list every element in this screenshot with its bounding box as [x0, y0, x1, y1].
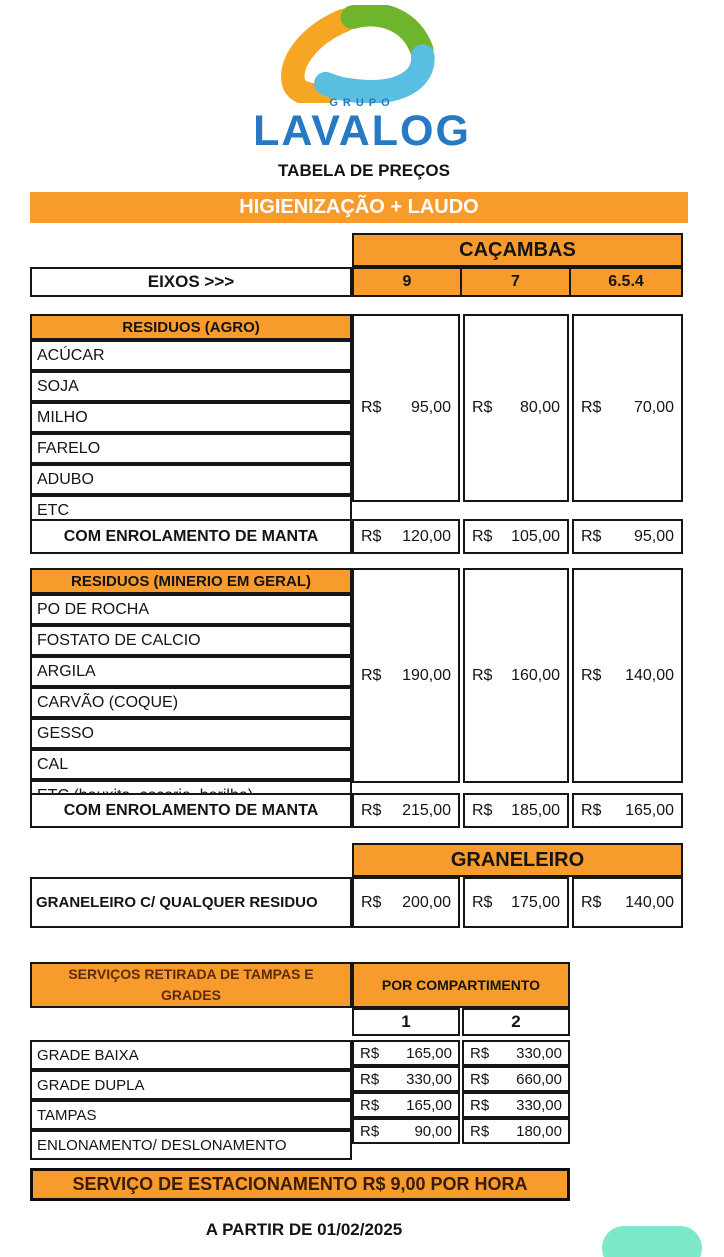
compartimento-header: POR COMPARTIMENTO — [352, 962, 570, 1008]
graneleiro-row-label: GRANELEIRO C/ QUALQUER RESIDUO — [30, 877, 352, 928]
minerio-header: RESIDUOS (MINERIO EM GERAL) — [30, 568, 352, 594]
graneleiro-header: GRANELEIRO — [352, 843, 683, 877]
page-title: TABELA DE PREÇOS — [278, 161, 450, 180]
table-row: CAL — [30, 749, 352, 780]
tampas-price-cell: R$ 330,00 — [462, 1092, 570, 1118]
table-row: MILHO — [30, 402, 352, 433]
tampas-price-cell: R$ 330,00 — [462, 1040, 570, 1066]
eixos-col-7: 7 — [460, 269, 569, 295]
eixos-columns-row — [352, 267, 683, 297]
agro-manta-price-7: R$ 105,00 — [463, 519, 569, 554]
table-row: TAMPAS — [30, 1100, 352, 1130]
tampas-price-cell: R$ 165,00 — [352, 1040, 460, 1066]
minerio-manta-price-7: R$ 185,00 — [463, 793, 569, 828]
tampas-price-cell: R$ 165,00 — [352, 1092, 460, 1118]
agro-price-654: R$ 70,00 — [572, 314, 683, 502]
table-row: ETC — [30, 495, 352, 526]
compartimento-col-2: 2 — [462, 1008, 570, 1036]
agro-manta-label: COM ENROLAMENTO DE MANTA — [30, 519, 352, 554]
tampas-labels-column — [30, 1040, 352, 1160]
lavalog-logo-icon — [258, 5, 463, 103]
table-row: ADUBO — [30, 464, 352, 495]
agro-price-7: R$ 80,00 — [463, 314, 569, 502]
minerio-manta-price-9: R$ 215,00 — [352, 793, 460, 828]
compartimento-col-1: 1 — [352, 1008, 460, 1036]
estacionamento-banner: SERVIÇO DE ESTACIONAMENTO R$ 9,00 POR HORA — [30, 1168, 570, 1201]
minerio-manta-label: COM ENROLAMENTO DE MANTA — [30, 793, 352, 828]
table-row: GRADE DUPLA — [30, 1070, 352, 1100]
agro-items-column — [30, 340, 352, 526]
table-row: PO DE ROCHA — [30, 594, 352, 625]
cacambas-header: CAÇAMBAS — [352, 233, 683, 267]
floating-action-button[interactable] — [602, 1226, 702, 1257]
table-row: ARGILA — [30, 656, 352, 687]
table-row: GESSO — [30, 718, 352, 749]
tampas-price-cell: R$ 90,00 — [352, 1118, 460, 1144]
eixos-label: EIXOS >>> — [30, 267, 352, 297]
effective-date: A PARTIR DE 01/02/2025 — [205, 1220, 403, 1239]
table-row: FOSTATO DE CALCIO — [30, 625, 352, 656]
eixos-col-9: 9 — [402, 273, 412, 290]
minerio-price-7: R$ 160,00 — [463, 568, 569, 783]
minerio-items-column — [30, 594, 352, 811]
table-row: FARELO — [30, 433, 352, 464]
tampas-header: SERVIÇOS RETIRADA DE TAMPAS E GRADES — [30, 962, 352, 1008]
minerio-manta-price-654: R$ 165,00 — [572, 793, 683, 828]
agro-manta-price-654: R$ 95,00 — [572, 519, 683, 554]
tampas-price-cell: R$ 180,00 — [462, 1118, 570, 1144]
minerio-price-654: R$ 140,00 — [572, 568, 683, 783]
logo-grupo-text: GRUPO — [329, 97, 395, 109]
eixos-col-654: 6.5.4 — [569, 269, 681, 295]
graneleiro-price-9: R$ 200,00 — [352, 877, 460, 928]
table-row: GRADE BAIXA — [30, 1040, 352, 1070]
agro-price-9: R$ 95,00 — [352, 314, 460, 502]
table-row: ENLONAMENTO/ DESLONAMENTO — [30, 1130, 352, 1160]
table-row: CARVÃO (COQUE) — [30, 687, 352, 718]
agro-header: RESIDUOS (AGRO) — [30, 314, 352, 340]
logo-name-text: LAVALOG — [253, 107, 471, 155]
minerio-price-9: R$ 190,00 — [352, 568, 460, 783]
agro-manta-price-9: R$ 120,00 — [352, 519, 460, 554]
tampas-price-cell: R$ 660,00 — [462, 1066, 570, 1092]
table-row: SOJA — [30, 371, 352, 402]
tampas-price-cell: R$ 330,00 — [352, 1066, 460, 1092]
graneleiro-price-654: R$ 140,00 — [572, 877, 683, 928]
higienizacao-banner: HIGIENIZAÇÃO + LAUDO — [30, 192, 688, 223]
graneleiro-price-7: R$ 175,00 — [463, 877, 569, 928]
table-row: ACÚCAR — [30, 340, 352, 371]
